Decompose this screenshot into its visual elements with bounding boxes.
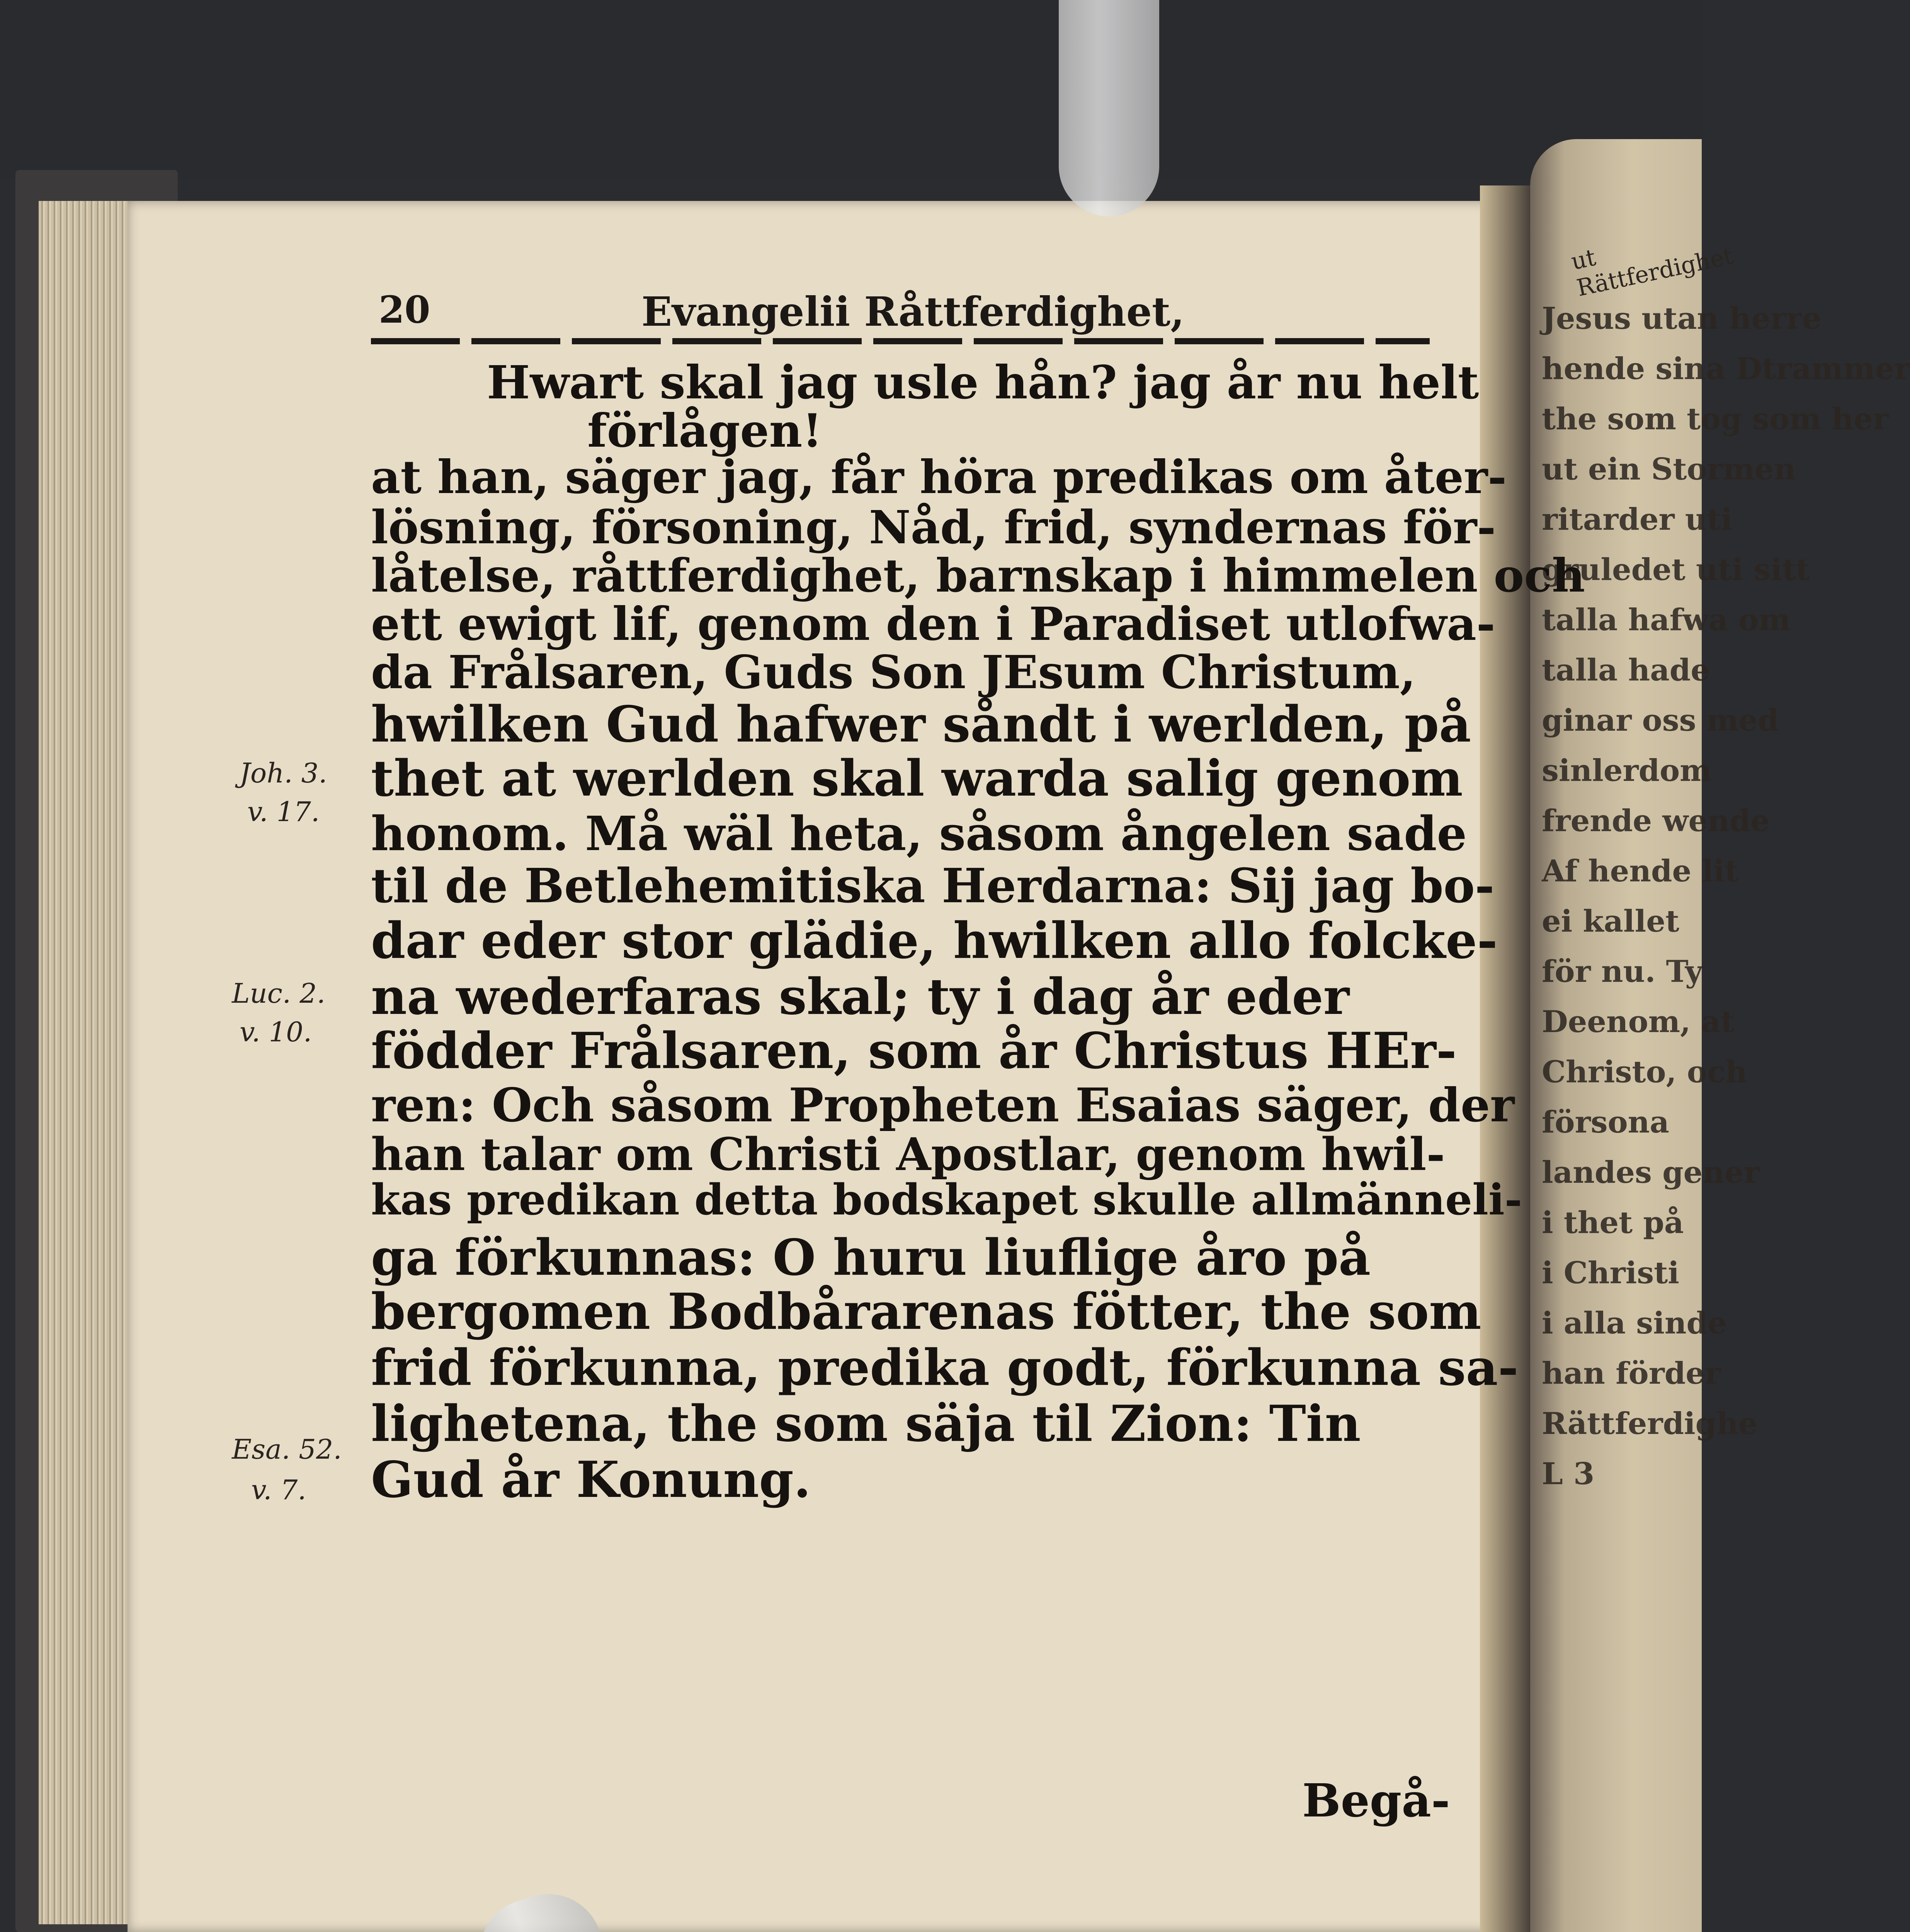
- facing-page-line: han förder: [1542, 1356, 1721, 1391]
- text-line: frid förkunna, predika godt, förkunna sa-: [371, 1339, 1519, 1397]
- text-line: ett ewigt lif, genom den i Paradiset utlofwa-: [371, 597, 1495, 651]
- page-header: [379, 288, 1434, 338]
- facing-page-line: talla hade: [1542, 653, 1710, 688]
- facing-page-line: Rättferdighe: [1542, 1406, 1758, 1441]
- facing-page-line: ei kallet: [1542, 904, 1679, 939]
- facing-page-text: [1542, 294, 1910, 1878]
- facing-page-line: i alla sinde: [1542, 1306, 1727, 1341]
- text-line: ren: Och såsom Propheten Esaias säger, der: [371, 1078, 1515, 1133]
- text-line: Hwart skal jag usle hån? jag år nu helt: [487, 355, 1479, 409]
- margin-note: v. 10.: [240, 1016, 312, 1048]
- text-line: hwilken Gud hafwer såndt i werlden, på: [371, 696, 1471, 753]
- facing-page-line: Jesus utan herre: [1542, 301, 1822, 336]
- margin-note: v. 17.: [247, 796, 320, 828]
- facing-page-line: ginar oss med: [1542, 703, 1779, 738]
- text-line: Gud år Konung.: [371, 1451, 811, 1509]
- facing-page-line: sinlerdom: [1542, 753, 1712, 788]
- text-line: lighetena, the som säja til Zion: Tin: [371, 1395, 1361, 1453]
- text-line: ga förkunnas: O huru liuflige åro på: [371, 1229, 1371, 1287]
- text-line: til de Betlehemitiska Herdarna: Sij jag bo-: [371, 858, 1495, 913]
- facing-page-line: frende wende: [1542, 803, 1770, 838]
- facing-page-line: i Christi: [1542, 1255, 1679, 1291]
- facing-page-line: L 3: [1542, 1456, 1595, 1492]
- text-line: han talar om Christi Apostlar, genom hwil-: [371, 1128, 1445, 1181]
- running-title: Evangelii Råttferdighet,: [641, 288, 1185, 335]
- page-clip-top: [1059, 0, 1159, 216]
- background-top: [0, 0, 1702, 178]
- margin-note: Esa. 52.: [232, 1434, 342, 1465]
- text-line: at han, säger jag, får höra predikas om åter-: [371, 450, 1507, 504]
- text-line: na wederfaras skal; ty i dag år eder: [371, 968, 1350, 1026]
- text-line: låtelse, råttferdighet, barnskap i himmelen och: [371, 549, 1585, 602]
- text-line: lösning, försoning, Nåd, frid, syndernas för-: [371, 500, 1496, 554]
- margin-note: Joh. 3.: [240, 757, 327, 789]
- facing-page-line: försona: [1542, 1105, 1669, 1140]
- text-line: födder Frålsaren, som år Christus HEr-: [371, 1022, 1457, 1080]
- facing-page-header: ut Rättferdighet: [1568, 242, 1736, 302]
- facing-page-line: landes gener: [1542, 1155, 1760, 1190]
- header-rule: [371, 338, 1430, 344]
- text-line: thet at werlden skal warda salig genom: [371, 750, 1463, 808]
- facing-page-line: talla hafwa om: [1542, 602, 1791, 638]
- page-number: 20: [379, 288, 430, 332]
- facing-page-line: the som tog som her: [1542, 401, 1889, 437]
- text-line: honom. Må wäl heta, såsom ångelen sade: [371, 806, 1467, 861]
- facing-page-line: för nu. Ty: [1542, 954, 1703, 989]
- facing-page-line: Christo, och: [1542, 1054, 1748, 1090]
- facing-page-line: Deenom, at: [1542, 1004, 1735, 1039]
- facing-page-line: Af hende lit: [1542, 854, 1739, 889]
- text-line: kas predikan detta bodskapet skulle allmänneli-: [371, 1175, 1522, 1225]
- facing-page-line: ut ein Stormen: [1542, 452, 1796, 487]
- facing-page-line: i thet på: [1542, 1205, 1684, 1240]
- page-edges: [39, 201, 139, 1924]
- text-line: dar eder stor glädie, hwilken allo folcke-: [371, 912, 1498, 970]
- facing-page-line: ritarder uti: [1542, 502, 1733, 537]
- book-spine: [1480, 185, 1534, 1932]
- catchword: Begå-: [1302, 1774, 1450, 1827]
- margin-note: v. 7.: [251, 1474, 306, 1506]
- text-line: förlågen!: [587, 404, 823, 457]
- margin-note: Luc. 2.: [232, 978, 326, 1009]
- text-line: da Frålsaren, Guds Son JEsum Christum,: [371, 645, 1416, 699]
- text-line: bergomen Bodbårarenas fötter, the som: [371, 1283, 1481, 1341]
- facing-page-line: hende sina Dtrammer: [1542, 351, 1910, 386]
- facing-page-line: gruledet uti sitt: [1542, 552, 1810, 587]
